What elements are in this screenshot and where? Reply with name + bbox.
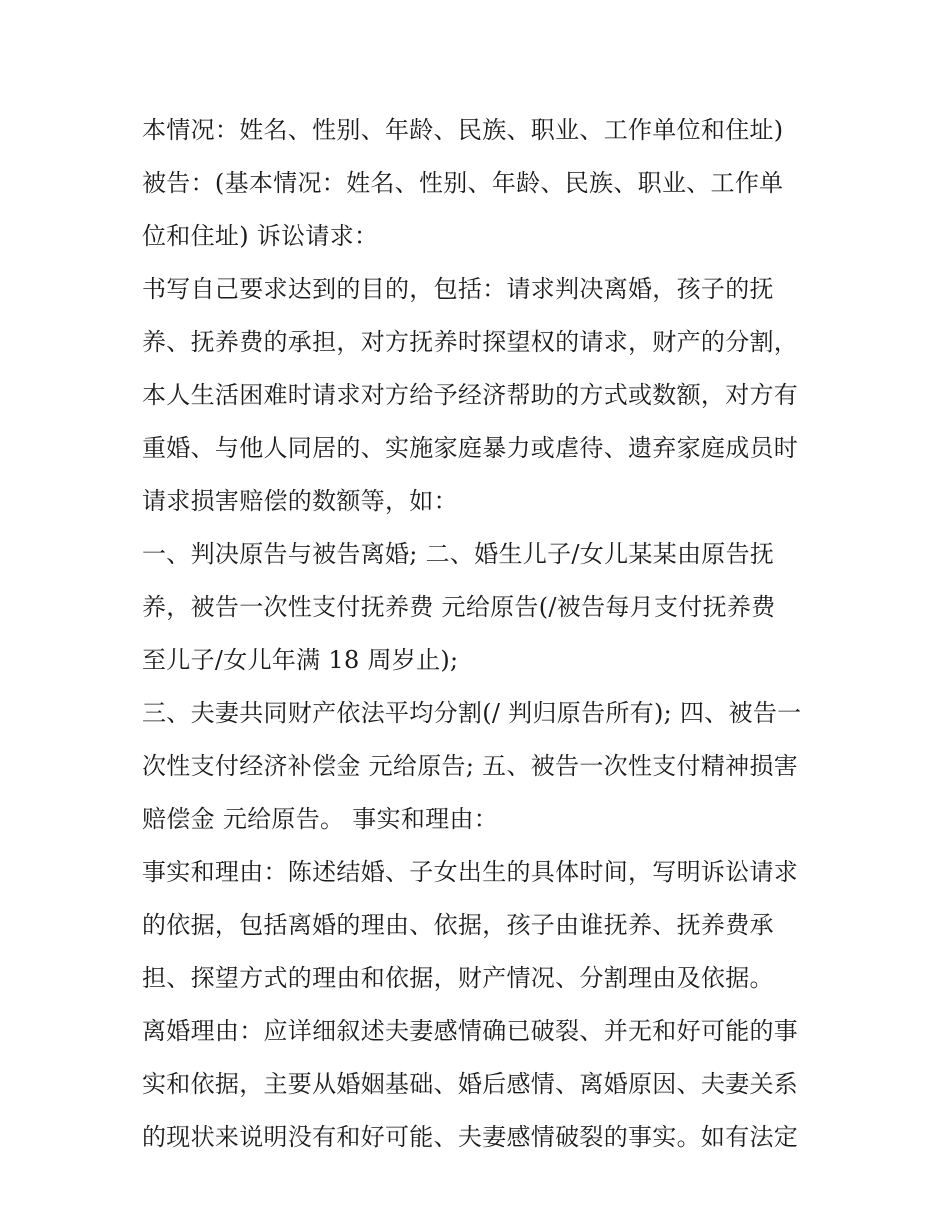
text-line: 赔偿金 元给原告。 事实和理由： bbox=[142, 805, 499, 833]
text-line: 次性支付经济补偿金 元给原告; 五、被告一次性支付精神损害 bbox=[142, 752, 799, 780]
text-line: 重婚、与他人同居的、实施家庭暴力或虐待、遗弃家庭成员时 bbox=[142, 434, 799, 462]
text-line: 养，被告一次性支付抚养费 元给原告(/被告每月支付抚养费 bbox=[142, 593, 776, 621]
text-line: 实和依据，主要从婚姻基础、婚后感情、离婚原因、夫妻关系 bbox=[142, 1070, 799, 1098]
text-line: 事实和理由：陈述结婚、子女出生的具体时间，写明诉讼请求 bbox=[142, 858, 799, 886]
text-line: 养、抚养费的承担，对方抚养时探望权的请求，财产的分割， bbox=[142, 328, 799, 356]
text-line: 位和住址) 诉讼请求： bbox=[142, 222, 379, 250]
text-line: 担、探望方式的理由和依据，财产情况、分割理由及依据。 bbox=[142, 964, 774, 992]
text-line: 的依据，包括离婚的理由、依据，孩子由谁抚养、抚养费承 bbox=[142, 911, 774, 939]
text-line: 至儿子/女儿年满 18 周岁止); bbox=[142, 646, 459, 674]
text-line: 书写自己要求达到的目的，包括：请求判决离婚，孩子的抚 bbox=[142, 275, 774, 303]
text-line: 离婚理由：应详细叙述夫妻感情确已破裂、并无和好可能的事 bbox=[142, 1017, 799, 1045]
text-line: 被告：(基本情况：姓名、性别、年龄、民族、职业、工作单 bbox=[142, 169, 784, 197]
text-line: 三、夫妻共同财产依法平均分割(/ 判归原告所有); 四、被告一 bbox=[142, 699, 802, 727]
text-line: 请求损害赔偿的数额等，如： bbox=[142, 487, 458, 515]
document-body bbox=[142, 104, 822, 1164]
text-line: 本情况：姓名、性别、年龄、民族、职业、工作单位和住址) bbox=[142, 116, 784, 144]
text-line: 的现状来说明没有和好可能、夫妻感情破裂的事实。如有法定 bbox=[142, 1123, 799, 1151]
text-line: 本人生活困难时请求对方给予经济帮助的方式或数额，对方有 bbox=[142, 381, 799, 409]
text-line: 一、判决原告与被告离婚; 二、婚生儿子/女儿某某由原告抚 bbox=[142, 540, 775, 568]
